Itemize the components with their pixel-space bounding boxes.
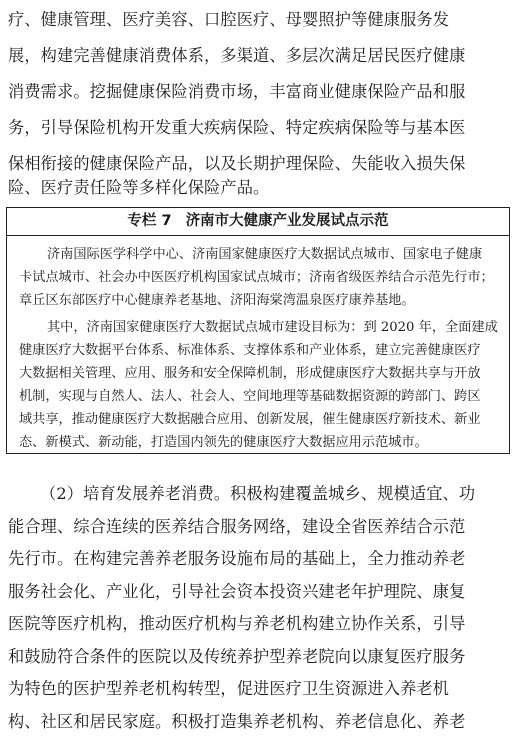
box-line: 健康医疗大数据平台体系、标准体系、支撑体系和产业体系，建立完善健康医疗 — [19, 343, 481, 358]
box-line: 大数据相关管理、应用、服务和安全保障机制，形成健康医疗大数据共享与开放 — [19, 366, 481, 381]
paragraph-line: 险、医疗责任险等多样化保险产品。 — [8, 178, 270, 197]
paragraph-line: 医院等医疗机构，推动医疗机构与养老机构建立协作关系，引导 — [8, 614, 466, 633]
box-line: 态、新模式、新动能，打造国内领先的健康医疗大数据应用示范城市。 — [19, 435, 428, 450]
paragraph-line: 构、社区和居民家庭。积极打造集养老机构、养老信息化、养老 — [8, 712, 466, 731]
paragraph-line: 保相衔接的健康保险产品，以及长期护理保险、失能收入损失保 — [8, 154, 466, 173]
column-box-header — [7, 208, 509, 236]
paragraph-line: 能合理、综合连续的医养结合服务网络，建设全省医养结合示范 — [8, 517, 466, 536]
box-line: 济南国际医学科学中心、济南国家健康医疗大数据试点城市、国家电子健康 — [47, 247, 483, 262]
box-line: 机制，实现与自然人、法人、社会人、空间地理等基础数据资源的跨部门、跨区 — [19, 389, 481, 404]
paragraph-line: 务，引导保险机构开发重大疾病保险、特定疾病保险等与基本医 — [8, 118, 466, 137]
paragraph-line: 消费需求。挖掘健康保险消费市场，丰富商业健康保险产品和服 — [8, 82, 466, 101]
paragraph-line: 和鼓励符合条件的医院以及传统养护型养老院向以康复医疗服务 — [8, 647, 466, 666]
column-label: 专栏 7 — [127, 213, 172, 229]
column-title: 济南市大健康产业发展试点示范 — [185, 213, 389, 229]
paragraph-line: 展，构建完善健康消费体系，多渠道、多层次满足居民医疗健康 — [8, 46, 466, 65]
box-line: 其中，济南国家健康医疗大数据试点城市建设目标为：到 2020 年，全面建成 — [47, 320, 498, 335]
box-line: 卡试点城市、社会办中医医疗机构国家试点城市；济南省级医养结合示范先行市； — [19, 270, 494, 285]
paragraph-line: （2）培育发展养老消费。积极构建覆盖城乡、规模适宜、功 — [40, 484, 476, 503]
column-box — [6, 207, 510, 454]
box-line: 章丘区东部医疗中心健康养老基地、济阳海棠湾温泉医疗康养基地。 — [19, 293, 415, 308]
box-line: 域共享，推动健康医疗大数据融合应用、创新发展，催生健康医疗新技术、新业 — [19, 412, 481, 427]
paragraph-line: 服务社会化、产业化，引导社会资本投资兴建老年护理院、康复 — [8, 582, 466, 601]
paragraph-line: 疗、健康管理、医疗美容、口腔医疗、母婴照护等健康服务发 — [8, 10, 450, 29]
paragraph-line: 为特色的医护型养老机构转型，促进医疗卫生资源进入养老机 — [8, 679, 450, 698]
paragraph-line: 先行市。在构建完善养老服务设施布局的基础上，全力推动养老 — [8, 549, 466, 568]
